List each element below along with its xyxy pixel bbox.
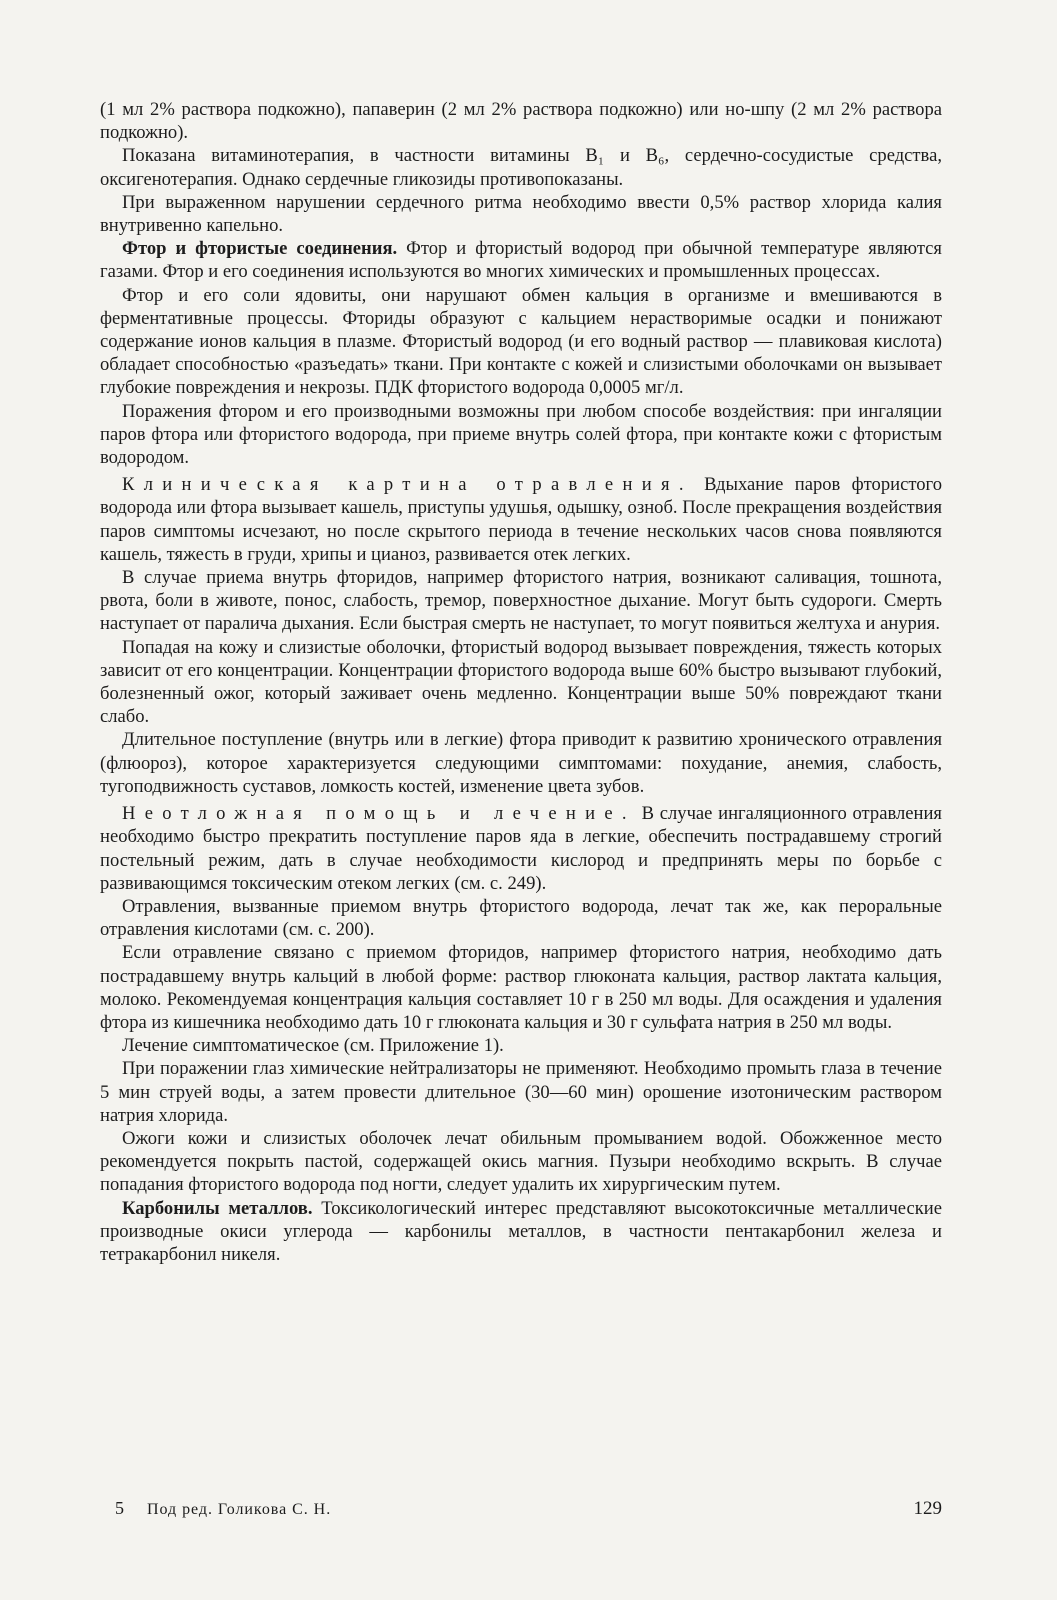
section-heading-fluorine: Фтор и фтористые соединения.: [122, 238, 398, 260]
paragraph-text: В случае ингаляционного отравления необходимо быстро прекратить поступление паров яда в легкие, обеспечить пострадавшему строгий постельный режим, дать в случае необходимости кислород и предпринять меры по борьбе с развивающимся токсическим отеком легких (см. с. 249).: [100, 803, 942, 894]
paragraph: [100, 473, 942, 566]
subheading-clinical-picture: Клиническая картина отравления.: [122, 474, 693, 496]
paragraph: При поражении глаз химические нейтрализаторы не применяют. Необходимо промыть глаза в течение 5 мин струей воды, а затем провести длительное (30—60 мин) орошение изотоническим раствором натрия хлорида.: [100, 1058, 942, 1126]
paragraph: Попадая на кожу и слизистые оболочки, фтористый водород вызывает повреждения, тяжесть которых зависит от его концентрации. Концентрации фтористого водорода выше 60% быстро вызывают глубокий, болезненный ожог, который заживает очень медленно. Концентрации выше 50% повреждают ткани слабо.: [100, 636, 942, 728]
paragraph: [100, 1197, 942, 1267]
paragraph-text: Фтор и фтористый водород при обычной температуре являются газами. Фтор и его соединения используются во многих химических и промышленных процессах.: [100, 238, 942, 283]
paragraph: Поражения фтором и его производными возможны при любом способе воздействия: при ингаляции паров фтора или фтористого водорода, при приеме внутрь солей фтора, при контакте кожи с фтористым водородом.: [100, 400, 942, 469]
paragraph: Показана витаминотерапия, в частности витамины B₁ и B₆, сердечно-сосудистые средства, оксигенотерапия. Однако сердечные гликозиды противопоказаны.: [100, 145, 942, 190]
page-number: 129: [913, 1498, 942, 1519]
paragraph: (1 мл 2% раствора подкожно), папаверин (2 мл 2% раствора подкожно) или но-шпу (2 мл 2% раствора подкожно).: [100, 99, 942, 144]
paragraph: Ожоги кожи и слизистых оболочек лечат обильным промыванием водой. Обожженное место рекомендуется покрыть пастой, содержащей окись магния. Пузыри необходимо вскрыть. В случае попадания фтористого водорода под ногти, следует удалить их хирургическим путем.: [100, 1127, 942, 1196]
printer-signature: 5: [115, 1498, 124, 1518]
page-footer: [115, 1498, 942, 1520]
subheading-emergency-care: Неотложная помощь и лечение.: [122, 803, 636, 825]
paragraph: В случае приема внутрь фторидов, например фтористого натрия, возникают саливация, тошнота, рвота, боли в животе, понос, слабость, тремор, поверхностное дыхание. Могут быть судороги. Смерть наступает от паралича дыхания. Если быстрая смерть не наступает, то могут появиться желтуха и анурия.: [100, 567, 942, 635]
paragraph: Лечение симптоматическое (см. Приложение 1).: [122, 1035, 504, 1057]
footer-source: Под ред. Голикова С. Н.: [147, 1501, 332, 1518]
body-text: [100, 98, 942, 1266]
paragraph: [100, 802, 942, 895]
paragraph: Длительное поступление (внутрь или в легкие) фтора приводит к развитию хронического отравления (флюороз), которое характеризуется следующими симптомами: похудание, анемия, слабость, тугоподвижность суставов, ломкость костей, изменение цвета зубов.: [100, 729, 942, 797]
paragraph: [100, 237, 942, 283]
paragraph: Фтор и его соли ядовиты, они нарушают обмен кальция в организме и вмешиваются в ферментативные процессы. Фториды образуют с кальцием нерастворимые осадки и понижают содержание ионов кальция в плазме. Фтористый водород (и его водный раствор — плавиковая кислота) обладает способностью «разъедать» ткани. При контакте с кожей и слизистыми оболочками он вызывает глубокие повреждения и некрозы. ПДК фтористого водорода 0,0005 мг/л.: [100, 284, 942, 399]
paragraph: При выраженном нарушении сердечного ритма необходимо ввести 0,5% раствор хлорида калия внутривенно капельно.: [100, 191, 942, 237]
paragraph: Если отравление связано с приемом фторидов, например фтористого натрия, необходимо дать пострадавшему внутрь кальций в любой форме: раствор глюконата кальция, раствор лактата кальция, молоко. Рекомендуемая концентрация кальция составляет 10 г в 250 мл воды. Для осаждения и удаления фтора из кишечника необходимо дать 10 г глюконата кальция и 30 г сульфата натрия в 250 мл воды.: [100, 942, 942, 1033]
paragraph-text: Вдыхание паров фтористого водорода или фтора вызывает кашель, приступы удушья, одышку, озноб. После прекращения воздействия паров симптомы исчезают, но после скрытого периода в течение нескольких часов снова появляются кашель, тяжесть в груди, хрипы и цианоз, развивается отек легких.: [100, 474, 942, 565]
paragraph: Отравления, вызванные приемом внутрь фтористого водорода, лечат так же, как пероральные отравления кислотами (см. с. 200).: [100, 895, 942, 941]
section-heading-metal-carbonyls: Карбонилы металлов.: [122, 1197, 313, 1219]
paragraph-text: Токсикологический интерес представляют высокотоксичные металлические производные окиси углерода — карбонилы металлов, в частности пентакарбонил железа и тетракарбонил никеля.: [100, 1197, 943, 1265]
